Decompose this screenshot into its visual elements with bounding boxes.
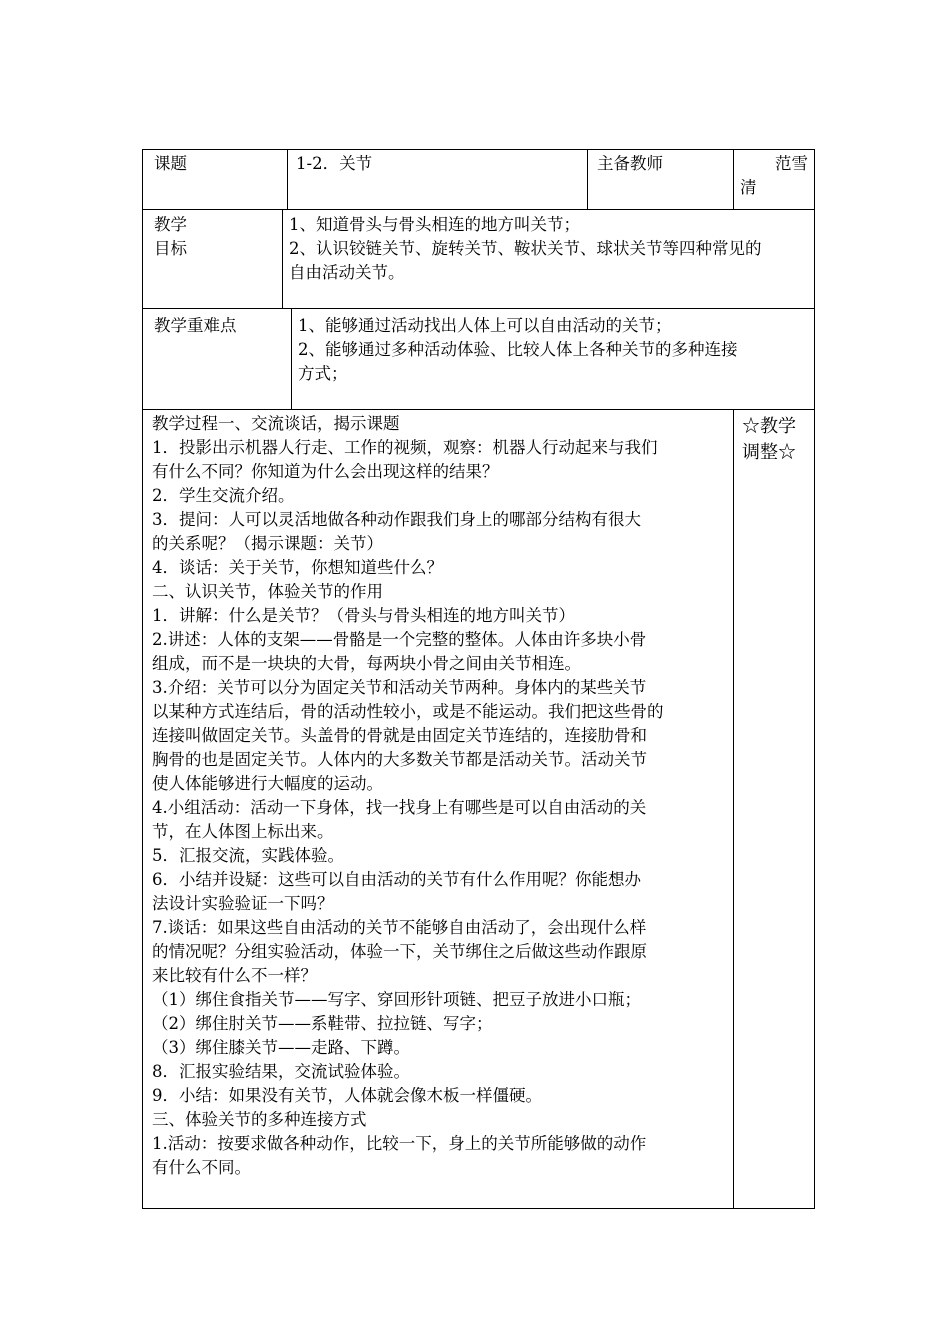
column-divider — [291, 308, 292, 410]
process-line: 连接叫做固定关节。头盖骨的骨就是由固定关节连结的，连接肋骨和 — [152, 726, 647, 745]
column-divider — [733, 149, 734, 210]
subject-label: 课题 — [154, 154, 187, 173]
column-divider — [282, 209, 283, 309]
goal-line: 1、知道骨头与骨头相连的地方叫关节； — [289, 215, 580, 234]
process-line: 的情况呢？分组实验活动，体验一下，关节绑住之后做这些动作跟原 — [152, 942, 647, 961]
process-line: （3）绑住膝关节——走路、下蹲。 — [152, 1038, 410, 1057]
process-line: 三、体验关节的多种连接方式 — [152, 1110, 367, 1129]
process-line: 的关系呢？（揭示课题：关节） — [152, 534, 383, 553]
process-line: 二、认识关节，体验关节的作用 — [152, 582, 383, 601]
process-line: 有什么不同。 — [152, 1158, 251, 1177]
key-point-line: 1、能够通过活动找出人体上可以自由活动的关节； — [298, 316, 672, 335]
process-line: （2）绑住肘关节——系鞋带、拉拉链、写字； — [152, 1014, 493, 1033]
process-line: 以某种方式连结后，骨的活动性较小，或是不能运动。我们把这些骨的 — [152, 702, 664, 721]
adjustment-label: ☆教学 调整☆ — [742, 416, 796, 463]
table-border — [142, 1208, 815, 1209]
process-line: 1.活动：按要求做各种动作，比较一下，身上的关节所能够做的动作 — [152, 1134, 647, 1153]
subject-value: 1-2．关节 — [296, 154, 373, 173]
goals-label: 教学 目标 — [154, 215, 187, 258]
process-line: 来比较有什么不一样？ — [152, 966, 317, 985]
teacher-label: 主备教师 — [597, 154, 663, 173]
goals-content — [289, 213, 762, 285]
row-divider — [142, 209, 815, 210]
process-line: 2.讲述：人体的支架——骨骼是一个完整的整体。人体由许多块小骨 — [152, 630, 647, 649]
process-line: 4．谈话：关于关节，你想知道些什么？ — [152, 558, 443, 577]
table-border — [142, 149, 815, 150]
process-line: 节，在人体图上标出来。 — [152, 822, 334, 841]
key-point-line: 2、能够通过多种活动体验、比较人体上各种关节的多种连接 — [298, 340, 738, 359]
process-line: 教学过程一、交流谈话，揭示课题 — [152, 414, 400, 433]
process-line: 胸骨的也是固定关节。人体内的大多数关节都是活动关节。活动关节 — [152, 750, 647, 769]
teacher-name: 范雪 清 — [740, 154, 808, 197]
process-line: 法设计实验验证一下吗？ — [152, 894, 334, 913]
process-line: 1．讲解：什么是关节？（骨头与骨头相连的地方叫关节） — [152, 606, 575, 625]
row-divider — [142, 409, 815, 410]
column-divider — [287, 149, 288, 210]
column-divider — [733, 409, 734, 1209]
table-border — [814, 149, 815, 1209]
process-line: 6．小结并设疑：这些可以自由活动的关节有什么作用呢？你能想办 — [152, 870, 641, 889]
goal-line: 自由活动关节。 — [289, 263, 405, 282]
key-points-label: 教学重难点 — [154, 316, 237, 335]
key-points-content — [298, 314, 738, 386]
process-line: 组成，而不是一块块的大骨，每两块小骨之间由关节相连。 — [152, 654, 581, 673]
process-line: 2．学生交流介绍。 — [152, 486, 295, 505]
process-line: 使人体能够进行大幅度的运动。 — [152, 774, 383, 793]
column-divider — [587, 149, 588, 210]
goal-line: 2、认识铰链关节、旋转关节、鞍状关节、球状关节等四种常见的 — [289, 239, 762, 258]
key-point-line: 方式； — [298, 364, 348, 383]
process-content — [152, 412, 664, 1180]
process-line: 3．提问：人可以灵活地做各种动作跟我们身上的哪部分结构有很大 — [152, 510, 641, 529]
table-border — [142, 149, 143, 1209]
process-line: 7.谈话：如果这些自由活动的关节不能够自由活动了，会出现什么样 — [152, 918, 647, 937]
process-line: 8．汇报实验结果，交流试验体验。 — [152, 1062, 410, 1081]
process-line: （1）绑住食指关节——写字、穿回形针项链、把豆子放进小口瓶； — [152, 990, 641, 1009]
process-line: 9．小结：如果没有关节，人体就会像木板一样僵硬。 — [152, 1086, 542, 1105]
process-line: 4.小组活动：活动一下身体，找一找身上有哪些是可以自由活动的关 — [152, 798, 647, 817]
process-line: 5．汇报交流，实践体验。 — [152, 846, 344, 865]
process-line: 3.介绍：关节可以分为固定关节和活动关节两种。身体内的某些关节 — [152, 678, 647, 697]
process-line: 1．投影出示机器人行走、工作的视频，观察：机器人行动起来与我们 — [152, 438, 658, 457]
row-divider — [142, 308, 815, 309]
process-line: 有什么不同？你知道为什么会出现这样的结果？ — [152, 462, 499, 481]
